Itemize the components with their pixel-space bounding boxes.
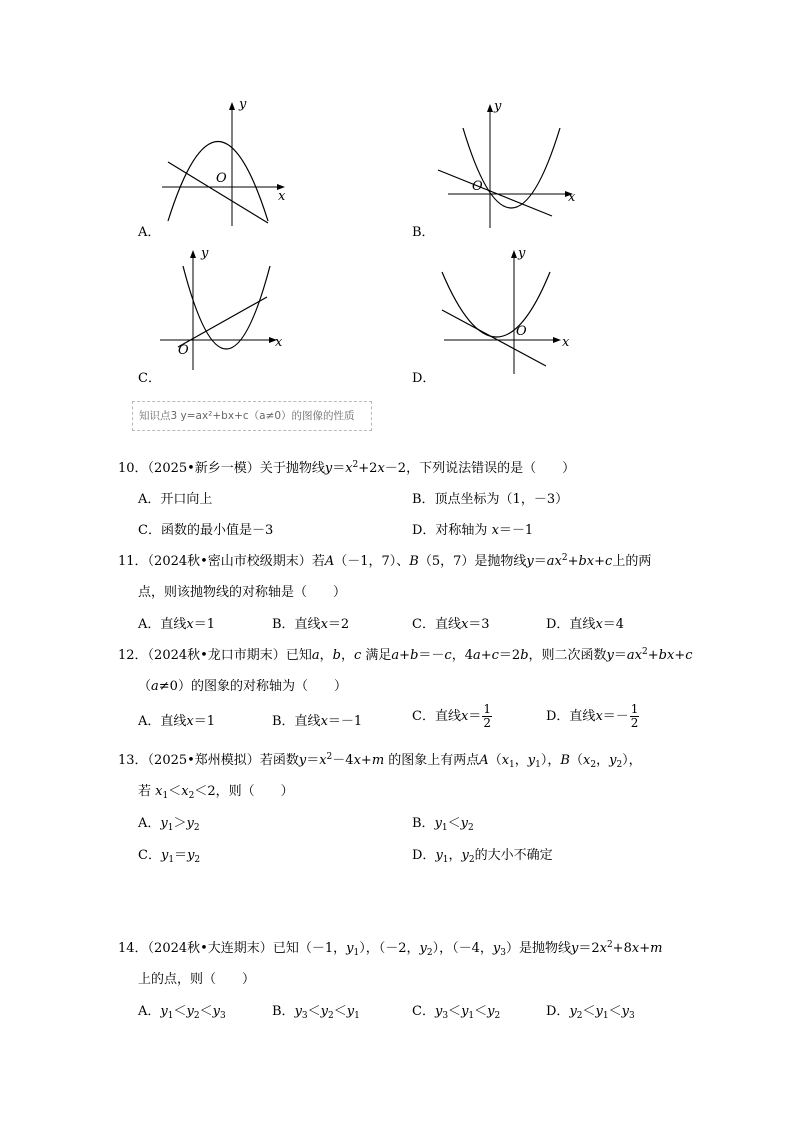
option-text: D． xyxy=(546,1004,570,1019)
x-label: x xyxy=(568,190,576,205)
question-number: 14． xyxy=(118,941,148,956)
graph-c-svg xyxy=(150,242,300,377)
option-text: ＝1 xyxy=(193,714,216,729)
option-text: ＝3 xyxy=(468,617,490,632)
y-label: y xyxy=(518,246,526,261)
x-label: x xyxy=(562,335,570,350)
option-text: D． xyxy=(412,848,436,863)
q10-option-b[interactable]: B．顶点坐标为（1，－3） xyxy=(412,492,569,507)
question-source: （2024秋•大连期末） xyxy=(147,941,273,956)
graph-a-svg xyxy=(150,96,300,231)
q14-option-d[interactable]: D．$y_2<y_1<y_3$ xyxy=(546,1004,635,1021)
q12-option-c[interactable]: C．直线x＝ $\frac{1}{2}$ xyxy=(412,702,491,730)
q14-option-c[interactable]: C．$y_3<y_1<y_2$ xyxy=(412,1004,501,1021)
stem-text: ，下列说法错误的是（ ） xyxy=(406,461,576,476)
question-source: （2025•新乡一模） xyxy=(147,461,260,476)
option-text: ＝ xyxy=(468,709,482,724)
option-text: ＝4 xyxy=(602,617,625,632)
stem-text: ），（－2， xyxy=(359,941,420,956)
question-number: 10． xyxy=(118,461,148,476)
question-number: 12． xyxy=(118,648,148,663)
y-axis-arrow xyxy=(511,250,517,258)
question-14-stem: 14．（2024秋•大连期末）已知（－1，$y_1$），（－2，$y_2$），（－4，$y_3$）是抛物线$y=2x^2+8x+m$ xyxy=(118,940,663,958)
y-axis-arrow xyxy=(487,104,493,112)
question-13-stem: 13．（2025•郑州模拟）若函数$y=x^2-4x+m$ 的图象上有两点$A(x_1$，$y_1$），$B(x_2$，$y_2$）， xyxy=(118,752,642,770)
stem-text: ＝2 xyxy=(498,648,521,663)
question-12-stem: 12．（2024秋•龙口市期末）已知a，b，c 满足a+b＝－c，4a+c＝2b，则二次函数$y=ax^2+bx+c$ xyxy=(118,647,693,663)
question-14-line2: 上的点，则（ ） xyxy=(138,972,256,987)
question-source: （2025•郑州模拟） xyxy=(147,753,260,768)
q14-option-a[interactable]: A．$y_1<y_2<y_3$ xyxy=(138,1004,226,1021)
q12-option-d[interactable]: D．直线x＝－ $\frac{1}{2}$ xyxy=(546,702,639,730)
parabola-curve xyxy=(463,128,560,208)
option-text: B． xyxy=(272,1004,295,1019)
option-text: ＝1 xyxy=(193,617,216,632)
stem-text: 满足 xyxy=(365,648,392,663)
x-label: x xyxy=(275,335,283,350)
option-text: A．直线 xyxy=(138,617,187,632)
option-b-label: B． xyxy=(412,225,435,240)
y-axis-arrow xyxy=(229,102,235,110)
knowledge-point-tag: 知识点3 y=ax²+bx+c（a≠0）的图像的性质 xyxy=(132,401,372,431)
graph-option-d xyxy=(430,242,580,377)
option-text: ＝－ xyxy=(602,709,629,724)
stem-text: 若函数 xyxy=(259,753,299,768)
x-label: x xyxy=(278,189,286,204)
question-10-stem: 10．（2025•新乡一模）关于抛物线$y=x^2+2x-2$，下列说法错误的是（ ） xyxy=(118,460,576,476)
option-text: C．直线 xyxy=(412,709,461,724)
q11-option-c[interactable]: C．直线x＝3 xyxy=(412,617,490,632)
question-source: （2024秋•龙口市期末） xyxy=(147,648,286,663)
option-text: ＝2 xyxy=(327,617,350,632)
question-11-line2: 点，则该抛物线的对称轴是（ ） xyxy=(138,585,347,600)
stem-text: 若 xyxy=(138,784,152,799)
stem-text: ）是抛物线 xyxy=(505,941,571,956)
parabola-curve xyxy=(442,272,550,337)
fraction xyxy=(482,703,492,730)
y-axis-arrow xyxy=(190,250,196,258)
question-source: （2024秋•密山市校级期末） xyxy=(147,554,312,569)
option-text: D．直线 xyxy=(546,617,596,632)
stem-text: ＝－ xyxy=(418,648,445,663)
stem-text: 上的两 xyxy=(612,554,652,569)
fraction-denominator: 2 xyxy=(483,716,491,730)
option-text: ＝－1 xyxy=(327,714,363,729)
x-axis-arrow xyxy=(553,337,561,343)
stem-text: （－1，7）、 xyxy=(334,554,410,569)
q13-option-d[interactable]: D．$y_1$，$y_2$的大小不确定 xyxy=(412,848,553,865)
option-text: C．直线 xyxy=(412,617,461,632)
option-text: B． xyxy=(412,816,435,831)
q12-option-b[interactable]: B．直线x＝－1 xyxy=(272,714,363,729)
q13-option-a[interactable]: A．$y_1>y_2$ xyxy=(138,816,200,833)
option-text: B．直线 xyxy=(272,714,321,729)
origin-label: O xyxy=(178,343,189,358)
stem-text: （5，7）是抛物线 xyxy=(418,554,527,569)
stem-text: 的图象上有两点 xyxy=(388,753,480,768)
option-d-label: D． xyxy=(412,371,436,386)
graph-option-b xyxy=(430,98,580,233)
stem-text: 关于抛物线 xyxy=(259,461,325,476)
stem-text: ≠0）的图象的对称轴为（ ） xyxy=(158,679,347,694)
fraction-denominator: 2 xyxy=(630,716,639,730)
option-text: A． xyxy=(138,1004,161,1019)
graph-option-a xyxy=(150,96,300,231)
q13-option-b[interactable]: B．$y_1<y_2$ xyxy=(412,816,474,833)
option-text: 的大小不确定 xyxy=(474,848,553,863)
q12-option-a[interactable]: A．直线x＝1 xyxy=(138,714,216,729)
question-11-stem: 11．（2024秋•密山市校级期末）若A（－1，7）、B（5，7）是抛物线$y=ax^2+bx+c$上的两 xyxy=(118,553,652,569)
graph-option-c xyxy=(150,242,300,377)
stem-text: 若 xyxy=(311,554,325,569)
stem-text: ，4 xyxy=(451,648,473,663)
y-label: y xyxy=(494,99,502,114)
fraction-numerator: 1 xyxy=(630,702,639,716)
option-c-label: C． xyxy=(138,371,161,386)
question-13-line2: 若 $x_1<x_2<2$，则（ ） xyxy=(138,784,294,801)
origin-label: O xyxy=(516,324,527,339)
question-number: 13． xyxy=(118,753,148,768)
q13-option-c[interactable]: C．$y_1=y_2$ xyxy=(138,848,201,865)
q11-option-b[interactable]: B．直线x＝2 xyxy=(272,617,350,632)
q11-option-a[interactable]: A．直线x＝1 xyxy=(138,617,216,632)
option-text: B．直线 xyxy=(272,617,321,632)
q11-option-d[interactable]: D．直线x＝4 xyxy=(546,617,625,632)
straight-line xyxy=(442,310,546,366)
q14-option-b[interactable]: B．$y_3<y_2<y_1$ xyxy=(272,1004,360,1021)
y-label: y xyxy=(239,97,247,112)
stem-text: 已知 xyxy=(285,648,312,663)
option-text: C． xyxy=(412,1004,435,1019)
fraction-numerator: 1 xyxy=(483,702,491,716)
option-text: D．直线 xyxy=(546,709,596,724)
graph-b-svg xyxy=(430,98,580,233)
graph-d-svg xyxy=(430,242,580,377)
stem-text: ，则二次函数 xyxy=(528,648,607,663)
origin-label: O xyxy=(472,179,483,194)
y-label: y xyxy=(201,246,209,261)
option-text: A． xyxy=(138,816,161,831)
fraction xyxy=(630,703,640,730)
stem-text: 已知（－1， xyxy=(272,941,347,956)
option-text: ＝－1 xyxy=(498,523,534,538)
origin-label: O xyxy=(216,171,227,186)
q10-option-c[interactable]: C．函数的最小值是－3 xyxy=(138,523,274,538)
option-text: D．对称轴为 xyxy=(412,523,488,538)
q10-option-a[interactable]: A．开口向上 xyxy=(138,492,213,507)
option-text: A．直线 xyxy=(138,714,187,729)
option-a-label: A． xyxy=(138,225,161,240)
stem-text: ），（－4， xyxy=(432,941,493,956)
stem-text: ，则（ ） xyxy=(215,784,294,799)
straight-line xyxy=(438,170,552,216)
question-12-line2: （a≠0）的图象的对称轴为（ ） xyxy=(138,679,347,694)
question-number: 11． xyxy=(118,554,148,569)
option-text: C． xyxy=(138,848,161,863)
q10-option-d[interactable]: D．对称轴为 x＝－1 xyxy=(412,523,534,538)
